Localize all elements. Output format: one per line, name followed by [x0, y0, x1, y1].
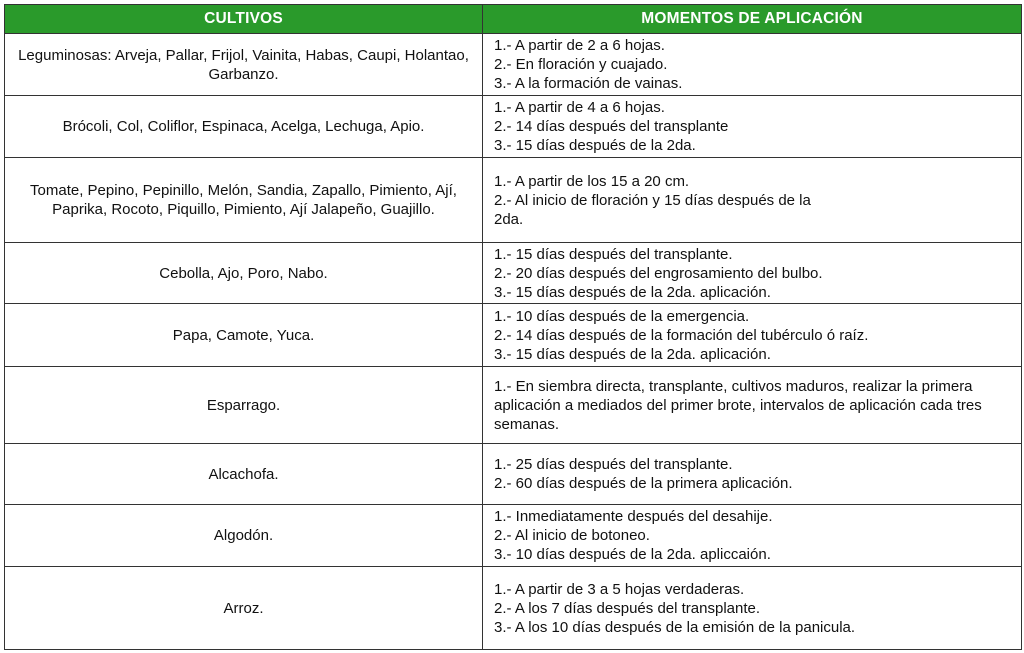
moment-step: 3.- 10 días después de la 2da. apliccaión. [494, 546, 771, 563]
moments-cell [483, 567, 1022, 650]
moment-step: 2.- 60 días después de la primera aplicación. [494, 475, 793, 492]
moments-cell [483, 243, 1022, 304]
table-body [5, 34, 1022, 650]
crop-cell: Papa, Camote, Yuca. [5, 304, 483, 367]
moment-step: 1.- A partir de los 15 a 20 cm. [494, 172, 690, 190]
moment-step: 3.- A la formación de vainas. [494, 75, 683, 92]
moments-cell [483, 96, 1022, 158]
crop-cell: Alcachofa. [5, 444, 483, 505]
crop-cell: Algodón. [5, 505, 483, 567]
table-row [5, 367, 1022, 444]
moment-step: 3.- 15 días después de la 2da. aplicación. [494, 345, 771, 363]
table-row [5, 34, 1022, 96]
moment-step: 1.- 15 días después del transplante. [494, 245, 733, 263]
moment-step: 3.- A los 10 días después de la emisión de la panicula. [494, 618, 856, 636]
moments-cell [483, 34, 1022, 96]
moments-cell [483, 158, 1022, 243]
moments-cell [483, 304, 1022, 367]
crop-cell: Leguminosas: Arveja, Pallar, Frijol, Vainita, Habas, Caupi, Holantao, Garbanzo. [5, 34, 483, 96]
moments-cell [483, 367, 1022, 444]
moment-step: 2.- 14 días después del transplante [494, 118, 729, 135]
moment-step: 1.- 25 días después del transplante. [494, 456, 733, 473]
table-row [5, 96, 1022, 158]
moment-step: 2.- Al inicio de floración y 15 días después de la 2da. [494, 191, 811, 228]
header-moments: MOMENTOS DE APLICACIÓN [483, 5, 1022, 34]
moment-step: 3.- 15 días después de la 2da. [494, 137, 696, 154]
moments-cell [483, 505, 1022, 567]
table-row [5, 243, 1022, 304]
table-row [5, 505, 1022, 567]
moment-step: 1.- Inmediatamente después del desahije. [494, 508, 773, 525]
crop-cell: Cebolla, Ajo, Poro, Nabo. [5, 243, 483, 304]
moment-step: 3.- 15 días después de la 2da. aplicación. [494, 283, 771, 301]
table-row [5, 567, 1022, 650]
crop-cell: Tomate, Pepino, Pepinillo, Melón, Sandia, Zapallo, Pimiento, Ají, Paprika, Rocoto, Piquillo, Pimiento, Ají Jalapeño, Guajillo. [5, 158, 483, 243]
crop-cell: Brócoli, Col, Coliflor, Espinaca, Acelga, Lechuga, Apio. [5, 96, 483, 158]
moment-step: 1.- 10 días después de la emergencia. [494, 307, 750, 325]
table-row [5, 304, 1022, 367]
moment-step: 2.- Al inicio de botoneo. [494, 527, 650, 544]
moment-step: 1.- A partir de 2 a 6 hojas. [494, 37, 665, 54]
table-row [5, 444, 1022, 505]
header-row [5, 5, 1022, 34]
moment-step: 2.- En floración y cuajado. [494, 56, 668, 73]
moments-cell [483, 444, 1022, 505]
moment-step: 1.- A partir de 4 a 6 hojas. [494, 99, 665, 116]
moment-step: 2.- 14 días después de la formación del tubérculo ó raíz. [494, 326, 869, 344]
crop-cell: Esparrago. [5, 367, 483, 444]
moment-step: 2.- A los 7 días después del transplante. [494, 599, 761, 617]
header-crops: CULTIVOS [5, 5, 483, 34]
application-table [4, 4, 1022, 650]
moment-step: 2.- 20 días después del engrosamiento del bulbo. [494, 264, 823, 282]
crop-cell: Arroz. [5, 567, 483, 650]
table-header [5, 5, 1022, 34]
table-row [5, 158, 1022, 243]
moment-step: 1.- En siembra directa, transplante, cultivos maduros, realizar la primera aplicación a mediados del primer brote, intervalos de aplicación cada tres semanas. [494, 377, 982, 433]
moment-step: 1.- A partir de 3 a 5 hojas verdaderas. [494, 580, 745, 598]
